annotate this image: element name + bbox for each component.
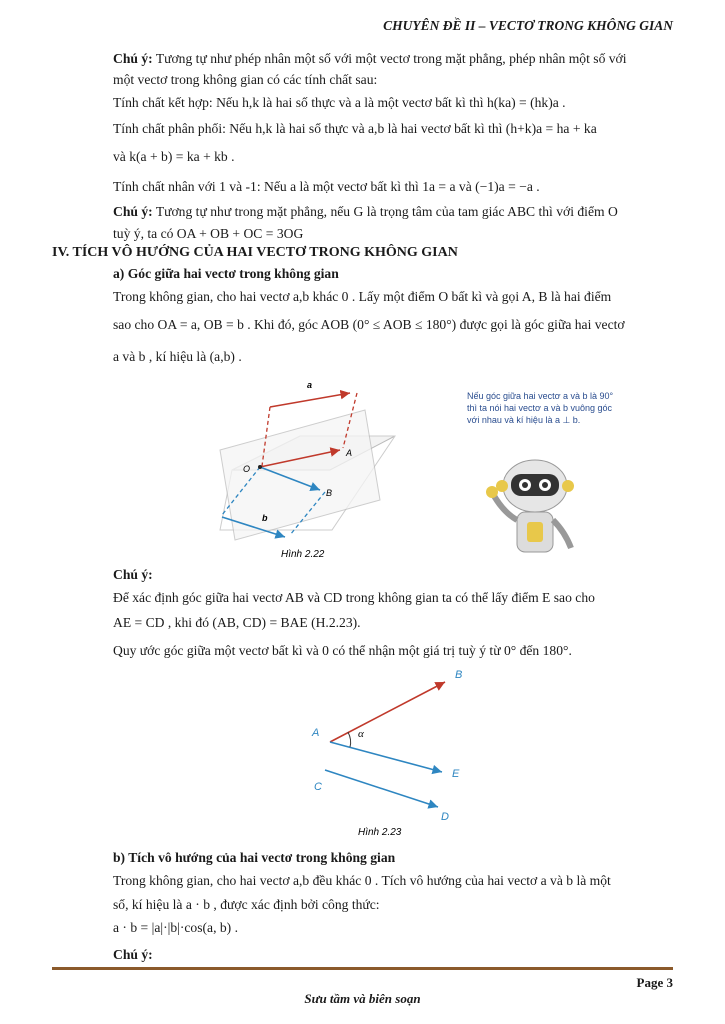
text-line: a và b , kí hiệu là (a,b) . (113, 349, 242, 364)
text-line: Trong không gian, cho hai vectơ a,b đều khác 0 . Tích vô hướng của hai vectơ a và b là một (113, 873, 611, 888)
text-line: Trong không gian, cho hai vectơ a,b khác 0 . Lấy một điểm O bất kì và gọi A, B là hai điểm (113, 289, 612, 304)
vector-AE-line (330, 742, 442, 772)
label-b: b (262, 513, 268, 523)
text-line: sao cho OA = a, OB = b . Khi đó, góc AOB (0° ≤ AOB ≤ 180°) được gọi là góc giữa hai vectơ (113, 317, 625, 332)
formula-line: a · b = |a|·|b|·cos(a, b) . (113, 920, 238, 935)
text-line: số, kí hiệu là a · b , được xác định bởi công thức: (113, 897, 380, 912)
text-line: AE = CD , khi đó (AB, CD) = BAE (H.2.23). (113, 615, 361, 630)
note-label: Chú ý: (113, 51, 153, 66)
angle-arc (348, 732, 351, 747)
footer-text: Sưu tầm và biên soạn (304, 991, 421, 1006)
text-line: Quy ước góc giữa một vectơ bất kì và 0 có thể nhận một giá trị tuỳ ý từ 0° đến 180°. (113, 643, 572, 658)
page-number: Page 3 (636, 975, 673, 990)
page-header: CHUYÊN ĐỀ II – VECTƠ TRONG KHÔNG GIAN (383, 18, 673, 33)
callout-text: Nếu góc giữa hai vectơ a và b là 90° thì ta nói hai vectơ a và b vuông góc với nhau và kí hiệu là a ⊥ b. (467, 391, 614, 425)
text-line: một vectơ trong không gian có các tính chất sau: (113, 72, 378, 87)
label-a: a (307, 380, 313, 390)
text-line: Tính chất nhân với 1 và -1: Nếu a là một vectơ bất kì thì 1a = a và (−1)a = −a . (113, 179, 540, 194)
text-line: Tương tự như phép nhân một số với một vectơ trong mặt phẳng, phép nhân một số với (152, 51, 627, 66)
figure-caption: Hình 2.22 (281, 549, 325, 560)
label-C: C (314, 781, 322, 793)
label-E: E (452, 768, 460, 780)
label-alpha: α (358, 728, 364, 740)
figure-caption: Hình 2.23 (358, 827, 402, 838)
label-D: D (441, 811, 449, 823)
footer-rule (52, 967, 673, 970)
subsection-heading: a) Góc giữa hai vectơ trong không gian (113, 266, 339, 281)
text-line: tuỳ ý, ta có OA + OB + OC = 3OG (113, 226, 304, 241)
vector-CD-line (325, 770, 438, 807)
label-A: A (346, 448, 353, 458)
text-line: Tương tự như trong mặt phẳng, nếu G là trọng tâm của tam giác ABC thì với điểm O (152, 204, 618, 219)
text-line: và k(a + b) = ka + kb . (113, 149, 235, 164)
text-line: Tính chất kết hợp: Nếu h,k là hai số thực và a là một vectơ bất kì thì h(ka) = (hk)a . (113, 95, 566, 110)
subsection-heading: b) Tích vô hướng của hai vectơ trong không gian (113, 850, 396, 865)
note-label: Chú ý: (113, 204, 153, 219)
label-O: O (243, 464, 251, 474)
label-B: B (326, 488, 333, 498)
label-B: B (455, 669, 463, 681)
note-label: Chú ý: (113, 567, 153, 582)
text-line: Để xác định góc giữa hai vectơ AB và CD trong không gian ta có thể lấy điểm E sao cho (113, 590, 595, 605)
label-A: A (312, 727, 320, 739)
section-heading: IV. TÍCH VÔ HƯỚNG CỦA HAI VECTƠ TRONG KHÔNG GIAN (52, 245, 458, 260)
vector-AB-line (330, 682, 445, 742)
text-line: Tính chất phân phối: Nếu h,k là hai số thực và a,b là hai vectơ bất kì thì (h+k)a = ha + ka (113, 121, 597, 136)
note-label: Chú ý: (113, 947, 153, 962)
